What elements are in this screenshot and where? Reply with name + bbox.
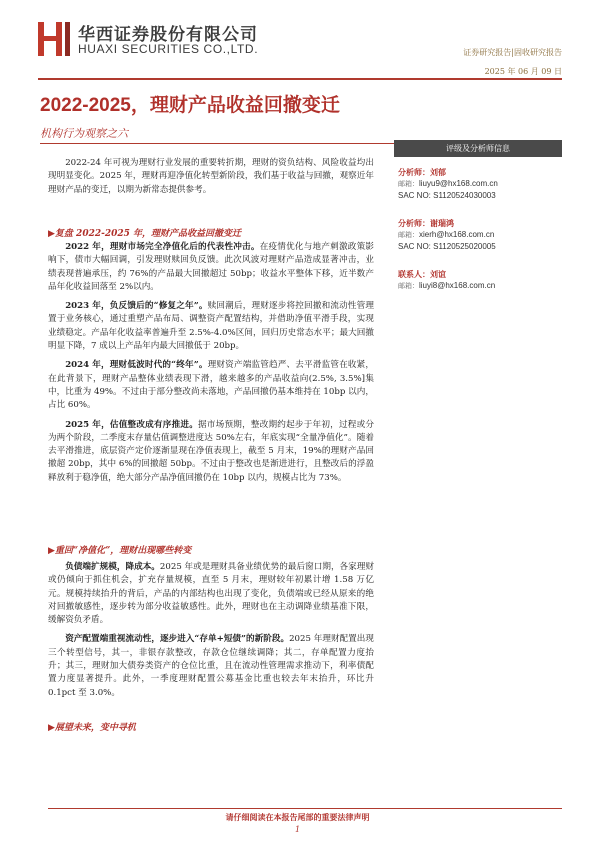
paragraph-lead: 2023 年，负反馈后的“修复之年”。 — [65, 301, 208, 312]
company-logo — [38, 22, 70, 56]
paragraph — [48, 241, 374, 294]
analyst-sidebar — [394, 140, 562, 292]
paragraph-text: 据市场预期，整改期约起步于年初，过程或分为两个阶段，二季度末存量估值调整进度达 50%左右，年底实现“全量净值化”。随着去平滑推进，底层资产定价逐渐显现在净值表现上，截至 5 月末，19%的理财产品回撤超 20bp，其中 6%的回撤超 50bp。不过由于整改也是渐进进行，且整改后的浮盈释放利于稳净值，绝大部分产品净值回撤仍在 10bp 以内，规模占比为 73%。 — [48, 419, 374, 483]
company-name-en: HUAXI SECURITIES CO.,LTD. — [78, 42, 259, 56]
header-divider — [38, 78, 562, 80]
paragraph-text: 2025 年或是理财具备业绩优势的最后窗口期，各家理财或仍倾向于抓住机会，扩充存量规模，直至 5 月末，理财较年初累计增 1.58 万亿元。规模持续抬升的背后，产品的内部结构也出现了变化，负债端或已经从原来的绝对回撤敏感性，逐步转为部分收益敏感性。此外，理财也在主动调降业绩基准下限，缓解资负矛盾。 — [48, 562, 374, 626]
analyst-contact — [394, 218, 562, 252]
paragraph — [48, 633, 374, 699]
paragraph-text: 在疫情优化与地产刺激政策影响下，债市大幅回调，引发理财赎回负反馈。此次风波对理财产品造成显著冲击，业绩表现普遍承压，约 76%的产品最大回撤超过 50bp；收益水平整体下移，近半数产品年化收益回落至 2%以内。 — [48, 242, 374, 292]
paragraph-text: 理财资产端监管趋严、去平滑监管在收紧，在此背景下，理财产品整体业绩表现下滑，越来越多的产品收益向(2.5%, 3.5%]集中，比重为 49%。不过由于部分整改尚未落地，产品回撤仍基本维持在 10bp 以内，占比 60%。 — [48, 360, 374, 411]
sidebar-heading: 评级及分析师信息 — [394, 140, 562, 157]
section-3-title: 展望未来，变中寻机 — [54, 723, 136, 733]
triangle-bullet-icon: ▶ — [48, 229, 55, 239]
email-label: 邮箱： — [398, 180, 419, 188]
page-subtitle: 机构行为观察之六 — [40, 127, 128, 140]
paragraph-text: 2025 年理财配置出现三个转型信号，其一，非银存款整改，存款仓位继续调降；其二，存单配置力度抬升；其三，理财加大债券类资产的仓位比重，且在流动性管理需求推动下，利率债配置力度显著提升。此外，一季度理财配置公募基金比重也较去年末抬升，环比升 0.1pct 至 3.0%。 — [48, 634, 374, 698]
analyst-sac-number: SAC NO: S1120525020005 — [398, 242, 496, 251]
footer-divider — [48, 808, 562, 809]
paragraph-lead: 负债端扩规模，降成本。 — [65, 562, 160, 572]
email-label: 邮箱： — [398, 282, 419, 290]
page-title: 2022-2025，理财产品收益回撤变迁 — [40, 95, 340, 116]
paragraph — [48, 419, 374, 485]
section-heading — [48, 720, 374, 733]
analyst-email-link[interactable]: xierh@hx168.com.cn — [419, 230, 495, 239]
intro-paragraph — [48, 157, 374, 197]
section-1-title: 复盘 2022-2025 年，理财产品收益回撤变迁 — [54, 229, 242, 239]
legal-notice: 请仔细阅读在本报告尾部的重要法律声明 — [225, 812, 370, 822]
intro-text: 2022-24 年可视为理财行业发展的重要转折期，理财的资负结构、风险收益均出现明显变化。2025 年，理财再迎净值化转型新阶段，我们基于收益与回撤，观察近年理财产品的变迁，以期为新常态提供参考。 — [48, 158, 374, 195]
paragraph-lead: 资产配置端重视流动性，逐步进入“存单+短债”的新阶段。 — [65, 634, 290, 645]
report-type: 证券研究报告|固收研究报告 — [463, 48, 562, 57]
contact-person — [394, 269, 562, 292]
section-2-title: 重回“净值化”，理财出现哪些转变 — [54, 546, 192, 556]
section-heading — [48, 543, 374, 556]
paragraph — [48, 300, 374, 353]
analyst-email-link[interactable]: liuyu9@hx168.com.cn — [419, 179, 498, 188]
email-label: 邮箱： — [398, 231, 419, 239]
triangle-bullet-icon: ▶ — [48, 723, 55, 733]
paragraph-text: 赎回潮后，理财逐步将控回撤和流动性管理置于业务核心，通过重塑产品布局、调整资产配置结构，并借助净值平滑手段，实现业绩稳定。产品年化收益率普遍升至 2.5%-4.0%区间，回归历史常态水平；最大回撤明显下降，7 成以上产品年内最大回撤低于 20bp。 — [48, 301, 374, 352]
paragraph — [48, 359, 374, 412]
section-heading — [48, 226, 374, 239]
paragraph-lead: 2025 年，估值整改成有序推进。 — [65, 419, 199, 430]
company-name-cn: 华西证券股份有限公司 — [78, 25, 258, 45]
analyst-role: 分析师：谢瑞鸿 — [398, 218, 454, 228]
analyst-role: 分析师：刘郁 — [398, 167, 446, 177]
section-2-body — [48, 561, 374, 700]
analyst-sac-number: SAC NO: S1120524030003 — [398, 191, 496, 200]
analyst-contact — [394, 167, 562, 201]
report-date: 2025 年 06 月 09 日 — [484, 67, 562, 76]
triangle-bullet-icon: ▶ — [48, 546, 55, 556]
section-1-body — [48, 241, 374, 485]
paragraph-lead: 2022 年，理财市场完全净值化后的代表性冲击。 — [65, 242, 260, 252]
contact-email-link[interactable]: liuyi8@hx168.com.cn — [419, 281, 496, 290]
paragraph — [48, 561, 374, 627]
paragraph-lead: 2024 年，理财低波时代的“终年”。 — [65, 360, 208, 371]
page-number: 1 — [294, 825, 301, 834]
contact-role: 联系人：刘谊 — [398, 269, 446, 279]
